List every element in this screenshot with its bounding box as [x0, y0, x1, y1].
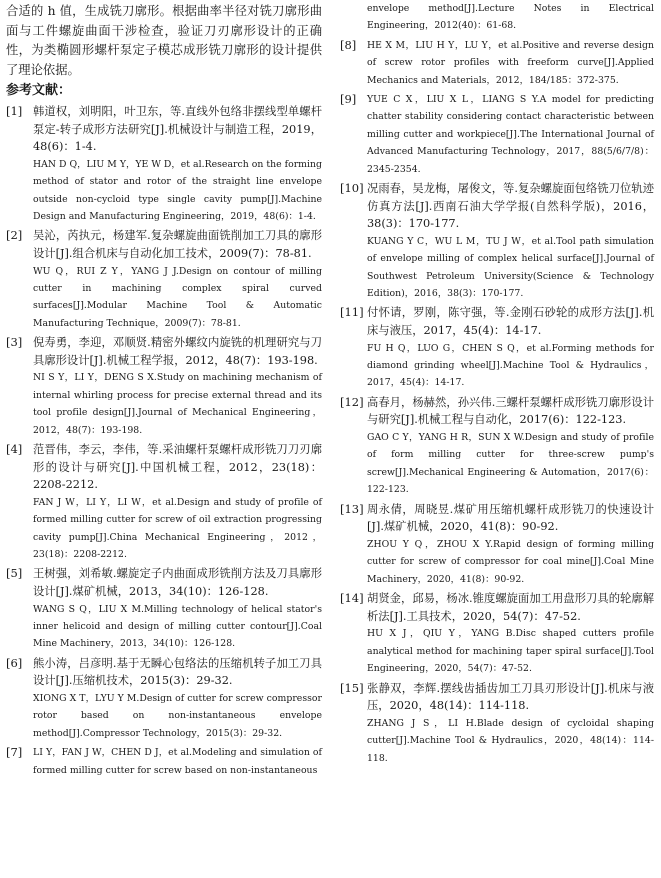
- reference-number: [2]: [6, 228, 23, 243]
- reference-item: [6, 227, 322, 332]
- reference-english-text: FAN J W，LI Y，LI W，et al.Design and study of profile of formed milling cutter for screw of oil extraction progressing cavity pump[J].China Mechanical Engineering，2012，23(18)：2208-2212.: [33, 496, 322, 561]
- reference-english-text: HU X J，QIU Y，YANG B.Disc shaped cutters profile analytical method for machining taper spiral surface[J].Tool Engineering，2020，54(7)：47-52.: [367, 628, 654, 675]
- reference-number: [14]: [340, 591, 364, 606]
- reference-english-text: ZHANG J S，LI H.Blade design of cycloidal shaping cutter[J].Machine Tool & Hydraulics，2020，48(14)：114-118.: [367, 717, 654, 764]
- reference-english-text: ZHOU Y Q，ZHOU X Y.Rapid design of forming milling cutter for screw of compressor for coal mine[J].Coal Mine Machinery，2020，41(8)：90-92.: [367, 538, 654, 585]
- reference-number: [10]: [340, 181, 364, 196]
- reference-list-right: [340, 37, 654, 767]
- references-heading: 参考文献：: [6, 83, 72, 98]
- reference-item: [340, 680, 654, 767]
- reference-number: [9]: [340, 92, 357, 107]
- reference-item: [340, 394, 654, 499]
- reference-number: [7]: [6, 745, 23, 760]
- reference-number: [12]: [340, 394, 364, 409]
- reference-chinese-text: 胡贤金，邱易，杨冰.锥度螺旋面加工用盘形刀具的轮廓解析法[J].工具技术，2020，54(7)：47-52.: [367, 592, 654, 623]
- reference-chinese-text: 倪寿勇，李迎，邓顺贤.精密外螺纹内旋铣的机理研究与刀具廓形设计[J].机械工程学报，2012，48(7)：193-198.: [33, 336, 322, 367]
- reference-item: [6, 334, 322, 439]
- intro-text: 合适的 h 值，生成铣刀廓形。根据曲率半径对铣刀廓形曲面与工件螺旋曲面干涉检查，验证刀刃廓形设计的正确性，为类椭圆形螺杆泵定子模芯成形铣刀廓形的设计提供了理论依据。: [6, 4, 322, 77]
- reference-number: [3]: [6, 335, 23, 350]
- reference-item: [6, 565, 322, 652]
- reference-english-text: FU H Q，LUO G，CHEN S Q，et al.Forming methods for diamond grinding wheel[J].Machine Tool & Hydraulics，2017，45(4)：14-17.: [367, 342, 654, 389]
- reference-chinese-text: 况雨春，吴龙梅，屠俊文，等.复杂螺旋面包络铣刀位轨迹仿真方法[J].西南石油大学学报(自然科学版)，2016，38(3)：170-177.: [367, 182, 654, 231]
- reference-english-text: LI Y，FAN J W，CHEN D J，et al.Modeling and simulation of formed milling cutter for screw based on non-instantaneous: [33, 747, 322, 776]
- reference-number: [11]: [340, 305, 364, 320]
- reference-number: [6]: [6, 655, 23, 670]
- reference-chinese-text: 付怀请，罗刚，陈守强，等.金刚石砂轮的成形方法[J].机床与液压，2017，45(4)：14-17.: [367, 306, 654, 338]
- reference-chinese-text: 熊小涛，吕彦明.基于无瞬心包络法的压缩机转子加工刀具设计[J].压缩机技术，2015(3)：29-32.: [33, 656, 322, 688]
- reference-english-text: WU Q，RUI Z Y，YANG J J.Design on contour of milling cutter in machining complex spiral curved surfaces[J].Modular Machine Tool & Automatic Manufacturing Technique，2009(7)：78-81.: [33, 265, 322, 329]
- reference-chinese-text: 韩道权，刘明阳，叶卫东，等.直线外包络非摆线型单螺杆泵定-转子成形方法研究[J].机械设计与制造工程，2019，48(6)：1-4.: [33, 105, 322, 154]
- reference-chinese-text: 高春月，杨赫然，孙兴伟.三螺杆泵螺杆成形铣刀廓形设计与研究[J].机械工程与自动化，2017(6)：122-123.: [367, 395, 654, 427]
- reference-number: [8]: [340, 37, 357, 52]
- reference-item: [340, 590, 654, 677]
- reference-english-text: HE X M，LIU H Y，LU Y，et al.Positive and reverse design of screw rotor profiles with freeform curve[J].Applied Mechanics and Materials，2012，184/185：372-375.: [367, 39, 654, 86]
- reference-item: [340, 501, 654, 588]
- reference-chinese-text: 范晋伟，李云，李伟，等.采油螺杆泵螺杆成形铣刀刀刃廓形的设计与研究[J].中国机械工程，2012，23(18)：2208-2212.: [33, 443, 322, 492]
- reference-item: [6, 441, 322, 563]
- left-column: [6, 0, 322, 781]
- reference-list-left: [6, 103, 322, 779]
- reference-english-text: GAO C Y，YANG H R，SUN X W.Design and study of profile of form milling cutter for three-screw pump's screw[J].Mechanical Engineering & Automation，2017(6)：122-123.: [367, 432, 654, 496]
- reference-english-text: XIONG X T，LYU Y M.Design of cutter for screw compressor rotor based on non-instantaneous envelope method[J].Compressor Technology，2015(3)：29-32.: [33, 693, 322, 739]
- reference-number: [4]: [6, 442, 23, 457]
- reference-item: [340, 304, 654, 391]
- reference-english-text: HAN D Q，LIU M Y，YE W D，et al.Research on the forming method of stator and rotor of the straight line envelope outside non-cycloid type single cavity pump[J].Machine Design and Manufacturing Engineering，2019，48(6)：1-4.: [33, 158, 322, 222]
- reference-english-text: YUE C X，LIU X L，LIANG S Y.A model for predicting chatter stability considering contact characteristic between milling cutter and workpiece[J].The International Journal of Advanced Manufacturing Technology，2017，88(5/6/7/8)：2345-2354.: [367, 94, 654, 175]
- reference-item: [340, 37, 654, 89]
- reference-item: [6, 655, 322, 742]
- reference-7-continuation: envelope method[J].Lecture Notes in Electrical Engineering，2012(40)：61-68.: [367, 3, 654, 32]
- reference-number: [5]: [6, 566, 23, 581]
- reference-english-text: NI S Y，LI Y，DENG S X.Study on machining mechanism of internal whirling process for precise external thread and its tool profile design[J].Journal of Mechanical Engineering，2012，48(7)：193-198.: [33, 372, 322, 436]
- reference-number: [13]: [340, 501, 364, 516]
- right-column: [340, 0, 654, 769]
- reference-item: [6, 744, 322, 779]
- reference-english-text: WANG S Q，LIU X M.Milling technology of helical stator's inner helicoid and design of milling cutter contour[J].Coal Mine Machinery，2013，34(10)：126-128.: [33, 603, 322, 650]
- reference-item: [340, 180, 654, 302]
- reference-chinese-text: 张静双，李辉.摆线齿插齿加工刀具刃形设计[J].机床与液压，2020，48(14)：114-118.: [367, 681, 654, 713]
- reference-item: [6, 103, 322, 225]
- reference-english-text: KUANG Y C，WU L M，TU J W，et al.Tool path simulation of envelope milling of complex helical surface[J].Journal of Southwest Petroleum University(Science & Technology Edition)，2016，38(3)：170-177.: [367, 235, 654, 300]
- reference-number: [15]: [340, 680, 364, 695]
- reference-chinese-text: 王树强，刘希敏.螺旋定子内曲面成形铣削方法及刀具廓形设计[J].煤矿机械，2013，34(10)：126-128.: [33, 567, 322, 599]
- reference-chinese-text: 周永倩，周晓昱.煤矿用压缩机螺杆成形铣刀的快速设计[J].煤矿机械，2020，41(8)：90-92.: [367, 502, 654, 534]
- intro-paragraph: [6, 2, 322, 80]
- reference-chinese-text: 吴沁，芮执元，杨建军.复杂螺旋曲面铣削加工刀具的廓形设计[J].组合机床与自动化加工技术，2009(7)：78-81.: [33, 229, 322, 260]
- reference-number: [1]: [6, 104, 23, 118]
- reference-item: [340, 91, 654, 178]
